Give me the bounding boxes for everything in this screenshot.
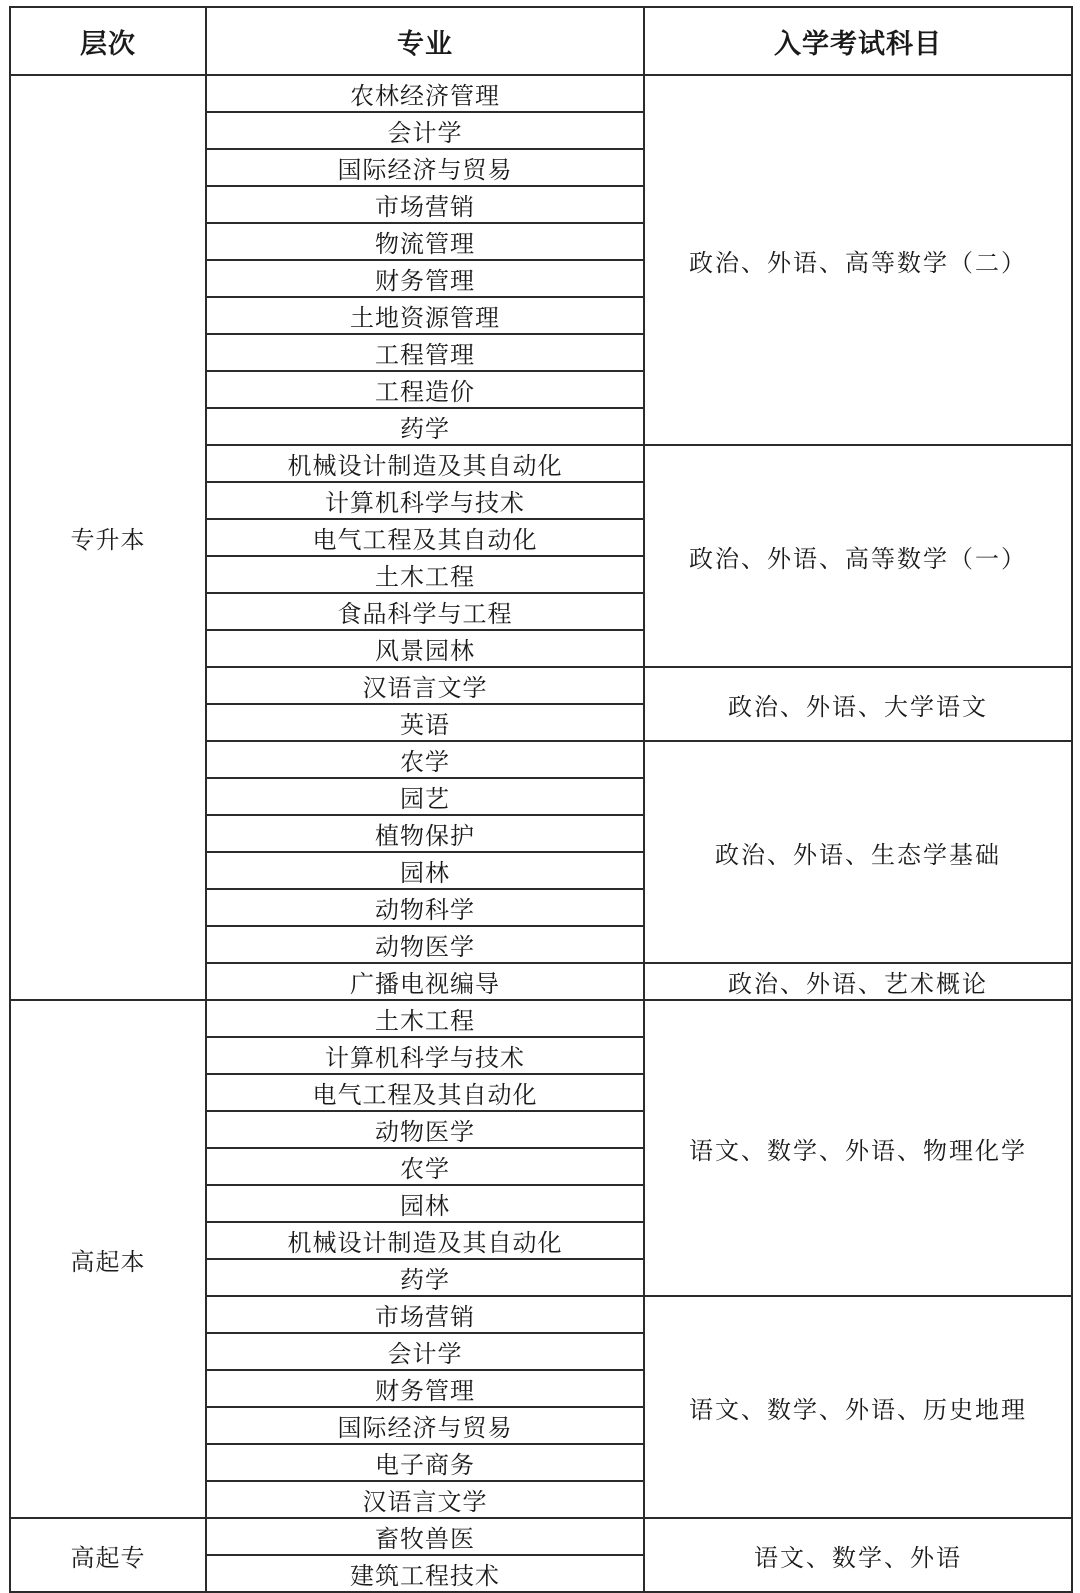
- major-cell: 机械设计制造及其自动化: [206, 445, 644, 482]
- header-subjects: 入学考试科目: [644, 7, 1072, 75]
- major-cell: 园艺: [206, 778, 644, 815]
- major-cell: 动物医学: [206, 926, 644, 963]
- major-cell: 建筑工程技术: [206, 1555, 644, 1592]
- major-cell: 农林经济管理: [206, 75, 644, 112]
- subjects-cell: 语文、数学、外语: [644, 1518, 1072, 1592]
- major-cell: 物流管理: [206, 223, 644, 260]
- major-cell: 农学: [206, 1148, 644, 1185]
- major-cell: 电气工程及其自动化: [206, 519, 644, 556]
- major-cell: 电子商务: [206, 1444, 644, 1481]
- major-cell: 土地资源管理: [206, 297, 644, 334]
- level-cell: 高起专: [10, 1518, 206, 1592]
- major-cell: 工程造价: [206, 371, 644, 408]
- major-cell: 园林: [206, 852, 644, 889]
- level-cell: 高起本: [10, 1000, 206, 1518]
- major-cell: 汉语言文学: [206, 1481, 644, 1518]
- major-cell: 市场营销: [206, 1296, 644, 1333]
- major-cell: 会计学: [206, 1333, 644, 1370]
- table-row: [10, 1000, 1072, 1037]
- major-cell: 土木工程: [206, 556, 644, 593]
- subjects-cell: 政治、外语、高等数学（二）: [644, 75, 1072, 445]
- subjects-cell: 政治、外语、艺术概论: [644, 963, 1072, 1000]
- major-cell: 市场营销: [206, 186, 644, 223]
- major-cell: 英语: [206, 704, 644, 741]
- header-major: 专业: [206, 7, 644, 75]
- subjects-cell: 语文、数学、外语、物理化学: [644, 1000, 1072, 1296]
- major-cell: 财务管理: [206, 1370, 644, 1407]
- major-cell: 机械设计制造及其自动化: [206, 1222, 644, 1259]
- major-cell: 动物医学: [206, 1111, 644, 1148]
- major-cell: 农学: [206, 741, 644, 778]
- major-cell: 动物科学: [206, 889, 644, 926]
- table-row: [10, 75, 1072, 112]
- admission-subjects-table: [9, 6, 1073, 1593]
- major-cell: 药学: [206, 1259, 644, 1296]
- subjects-cell: 语文、数学、外语、历史地理: [644, 1296, 1072, 1518]
- major-cell: 植物保护: [206, 815, 644, 852]
- major-cell: 国际经济与贸易: [206, 149, 644, 186]
- subjects-cell: 政治、外语、高等数学（一）: [644, 445, 1072, 667]
- major-cell: 药学: [206, 408, 644, 445]
- major-cell: 计算机科学与技术: [206, 482, 644, 519]
- major-cell: 园林: [206, 1185, 644, 1222]
- major-cell: 会计学: [206, 112, 644, 149]
- table-body: [10, 75, 1072, 1592]
- major-cell: 食品科学与工程: [206, 593, 644, 630]
- header-row: [10, 7, 1072, 75]
- level-cell: 专升本: [10, 75, 206, 1000]
- major-cell: 工程管理: [206, 334, 644, 371]
- major-cell: 土木工程: [206, 1000, 644, 1037]
- major-cell: 汉语言文学: [206, 667, 644, 704]
- table-row: [10, 1518, 1072, 1555]
- major-cell: 财务管理: [206, 260, 644, 297]
- major-cell: 电气工程及其自动化: [206, 1074, 644, 1111]
- subjects-cell: 政治、外语、生态学基础: [644, 741, 1072, 963]
- major-cell: 风景园林: [206, 630, 644, 667]
- major-cell: 计算机科学与技术: [206, 1037, 644, 1074]
- header-level: 层次: [10, 7, 206, 75]
- major-cell: 畜牧兽医: [206, 1518, 644, 1555]
- major-cell: 国际经济与贸易: [206, 1407, 644, 1444]
- subjects-cell: 政治、外语、大学语文: [644, 667, 1072, 741]
- major-cell: 广播电视编导: [206, 963, 644, 1000]
